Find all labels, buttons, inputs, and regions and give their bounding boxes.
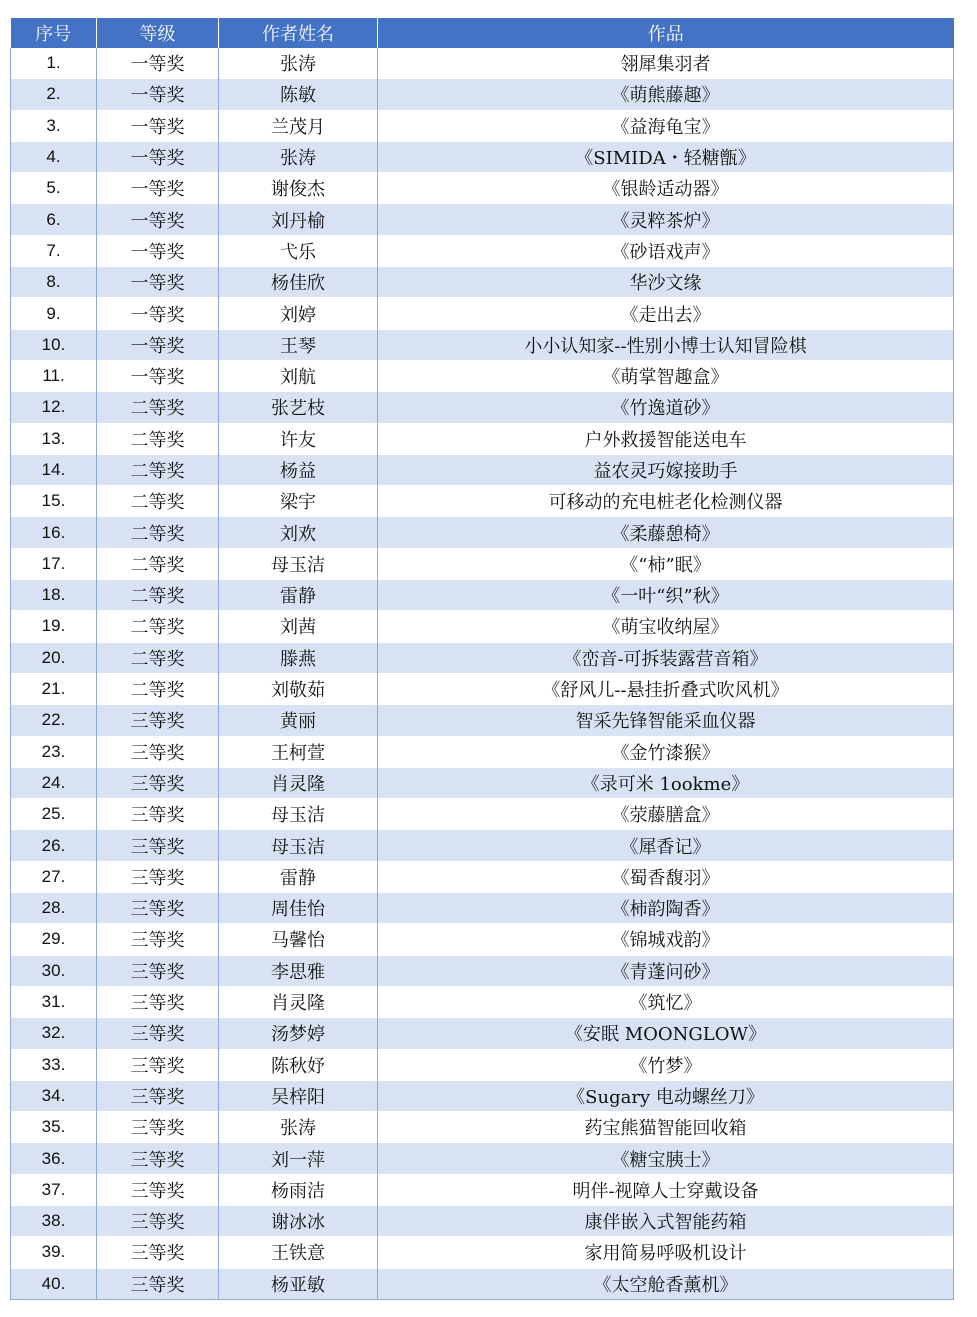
table-row [11,799,954,830]
author-name-cell: 刘航 [219,360,378,391]
work-title-cell: 《安眠 MOONGLOW》 [378,1018,954,1049]
serial-number-cell: 25. [11,799,97,830]
table-row [11,1205,954,1236]
table-row [11,360,954,391]
table-row [11,1112,954,1143]
serial-number-cell: 33. [11,1049,97,1080]
award-level-cell: 二等奖 [97,548,219,579]
award-level-cell: 一等奖 [97,267,219,298]
table-row [11,267,954,298]
table-row [11,79,954,110]
table-body [11,48,954,1299]
author-name-cell: 杨雨洁 [219,1174,378,1205]
author-name-cell: 刘婷 [219,298,378,329]
work-title-cell: 《萌掌智趣盒》 [378,360,954,391]
award-level-cell: 一等奖 [97,329,219,360]
award-level-cell: 三等奖 [97,1237,219,1268]
table-row [11,110,954,141]
table-row [11,1268,954,1299]
serial-number-cell: 31. [11,986,97,1017]
table-row [11,955,954,986]
serial-number-cell: 36. [11,1143,97,1174]
work-title-cell: 《蜀香馥羽》 [378,861,954,892]
author-name-cell: 李思雅 [219,955,378,986]
award-level-cell: 二等奖 [97,486,219,517]
table-row [11,1237,954,1268]
serial-number-cell: 13. [11,423,97,454]
serial-number-cell: 12. [11,392,97,423]
serial-number-cell: 8. [11,267,97,298]
award-level-cell: 一等奖 [97,204,219,235]
author-name-cell: 王铁意 [219,1237,378,1268]
work-title-cell: 《萌熊藤趣》 [378,79,954,110]
work-title-cell: 《SIMIDA・轻糖甑》 [378,141,954,172]
serial-number-cell: 2. [11,79,97,110]
author-name-cell: 刘茜 [219,611,378,642]
serial-number-cell: 37. [11,1174,97,1205]
award-level-cell: 二等奖 [97,392,219,423]
table-row [11,204,954,235]
serial-number-cell: 19. [11,611,97,642]
author-name-cell: 谢冰冰 [219,1205,378,1236]
table-row [11,48,954,79]
table-row [11,861,954,892]
serial-number-cell: 24. [11,767,97,798]
table-row [11,329,954,360]
serial-number-cell: 34. [11,1080,97,1111]
award-level-cell: 二等奖 [97,673,219,704]
author-name-cell: 许友 [219,423,378,454]
award-level-cell: 一等奖 [97,298,219,329]
author-name-cell: 张涛 [219,1112,378,1143]
award-level-cell: 三等奖 [97,1112,219,1143]
award-level-cell: 三等奖 [97,736,219,767]
award-level-cell: 一等奖 [97,235,219,266]
work-title-cell: 《筑忆》 [378,986,954,1017]
work-title-cell: 翎犀集羽者 [378,48,954,79]
author-name-cell: 母玉洁 [219,548,378,579]
table-row [11,454,954,485]
award-level-cell: 三等奖 [97,1018,219,1049]
author-name-cell: 弋乐 [219,235,378,266]
table-row [11,517,954,548]
author-name-cell: 杨益 [219,454,378,485]
work-title-cell: 《糖宝胰士》 [378,1143,954,1174]
table-row [11,924,954,955]
table-row [11,767,954,798]
work-title-cell: 《金竹漆猴》 [378,736,954,767]
author-name-cell: 王柯萱 [219,736,378,767]
award-level-cell: 二等奖 [97,454,219,485]
work-title-cell: 《太空舱香薰机》 [378,1268,954,1299]
table-header-row [11,18,954,48]
author-name-cell: 滕燕 [219,642,378,673]
header-award-level: 等级 [97,18,219,48]
serial-number-cell: 38. [11,1205,97,1236]
award-level-cell: 三等奖 [97,1049,219,1080]
work-title-cell: 《柔藤憩椅》 [378,517,954,548]
author-name-cell: 母玉洁 [219,830,378,861]
table-row [11,705,954,736]
award-level-cell: 二等奖 [97,517,219,548]
work-title-cell: 家用简易呼吸机设计 [378,1237,954,1268]
serial-number-cell: 39. [11,1237,97,1268]
award-level-cell: 二等奖 [97,611,219,642]
award-level-cell: 三等奖 [97,986,219,1017]
table-row [11,1049,954,1080]
work-title-cell: 《犀香记》 [378,830,954,861]
serial-number-cell: 26. [11,830,97,861]
serial-number-cell: 32. [11,1018,97,1049]
award-level-cell: 三等奖 [97,924,219,955]
table-row [11,235,954,266]
work-title-cell: 智采先锋智能采血仪器 [378,705,954,736]
serial-number-cell: 16. [11,517,97,548]
table-row [11,173,954,204]
table-row [11,1174,954,1205]
award-level-cell: 三等奖 [97,893,219,924]
table-row [11,893,954,924]
serial-number-cell: 1. [11,48,97,79]
author-name-cell: 雷静 [219,580,378,611]
author-name-cell: 王琴 [219,329,378,360]
award-level-cell: 三等奖 [97,830,219,861]
award-level-cell: 三等奖 [97,767,219,798]
work-title-cell: 《锦城戏韵》 [378,924,954,955]
work-title-cell: 《Sugary 电动螺丝刀》 [378,1080,954,1111]
author-name-cell: 兰茂月 [219,110,378,141]
author-name-cell: 肖灵隆 [219,986,378,1017]
table-row [11,1143,954,1174]
serial-number-cell: 14. [11,454,97,485]
serial-number-cell: 23. [11,736,97,767]
table-row [11,141,954,172]
table-row [11,830,954,861]
author-name-cell: 刘丹榆 [219,204,378,235]
award-level-cell: 三等奖 [97,705,219,736]
header-serial-number: 序号 [11,18,97,48]
author-name-cell: 黄丽 [219,705,378,736]
table-row [11,486,954,517]
award-level-cell: 一等奖 [97,79,219,110]
author-name-cell: 马馨怡 [219,924,378,955]
table-row [11,392,954,423]
author-name-cell: 张涛 [219,141,378,172]
serial-number-cell: 9. [11,298,97,329]
work-title-cell: 药宝熊猫智能回收箱 [378,1112,954,1143]
award-level-cell: 一等奖 [97,141,219,172]
award-level-cell: 三等奖 [97,1268,219,1299]
serial-number-cell: 35. [11,1112,97,1143]
author-name-cell: 杨佳欣 [219,267,378,298]
award-level-cell: 二等奖 [97,642,219,673]
award-level-cell: 一等奖 [97,360,219,391]
work-title-cell: 康伴嵌入式智能药箱 [378,1205,954,1236]
table-row [11,1018,954,1049]
award-level-cell: 三等奖 [97,955,219,986]
table-row [11,986,954,1017]
serial-number-cell: 28. [11,893,97,924]
serial-number-cell: 10. [11,329,97,360]
award-level-cell: 二等奖 [97,423,219,454]
table-row [11,673,954,704]
author-name-cell: 母玉洁 [219,799,378,830]
work-title-cell: 《青蓬问砂》 [378,955,954,986]
serial-number-cell: 22. [11,705,97,736]
work-title-cell: 《砂语戏声》 [378,235,954,266]
work-title-cell: 《荥藤膳盒》 [378,799,954,830]
award-level-cell: 一等奖 [97,48,219,79]
header-work-title: 作品 [378,18,954,48]
award-level-cell: 一等奖 [97,173,219,204]
work-title-cell: 《柿韵陶香》 [378,893,954,924]
serial-number-cell: 3. [11,110,97,141]
serial-number-cell: 18. [11,580,97,611]
work-title-cell: 《一叶“织”秋》 [378,580,954,611]
author-name-cell: 刘欢 [219,517,378,548]
work-title-cell: 《竹逸道砂》 [378,392,954,423]
author-name-cell: 周佳怡 [219,893,378,924]
work-title-cell: 《灵粹茶炉》 [378,204,954,235]
author-name-cell: 谢俊杰 [219,173,378,204]
author-name-cell: 吴梓阳 [219,1080,378,1111]
award-level-cell: 三等奖 [97,861,219,892]
serial-number-cell: 27. [11,861,97,892]
serial-number-cell: 5. [11,173,97,204]
table-row [11,1080,954,1111]
award-winners-table [10,18,954,1300]
award-level-cell: 三等奖 [97,1143,219,1174]
serial-number-cell: 17. [11,548,97,579]
author-name-cell: 刘一萍 [219,1143,378,1174]
work-title-cell: 户外救援智能送电车 [378,423,954,454]
serial-number-cell: 7. [11,235,97,266]
award-level-cell: 三等奖 [97,1205,219,1236]
serial-number-cell: 6. [11,204,97,235]
serial-number-cell: 20. [11,642,97,673]
author-name-cell: 杨亚敏 [219,1268,378,1299]
table-row [11,548,954,579]
author-name-cell: 刘敬茹 [219,673,378,704]
serial-number-cell: 30. [11,955,97,986]
table-row [11,423,954,454]
work-title-cell: 《舒风儿--悬挂折叠式吹风机》 [378,673,954,704]
award-level-cell: 一等奖 [97,110,219,141]
award-level-cell: 三等奖 [97,799,219,830]
author-name-cell: 陈秋妤 [219,1049,378,1080]
author-name-cell: 陈敏 [219,79,378,110]
work-title-cell: 《走出去》 [378,298,954,329]
table-row [11,580,954,611]
work-title-cell: 《录可米 1ookme》 [378,767,954,798]
work-title-cell: 《竹梦》 [378,1049,954,1080]
work-title-cell: 可移动的充电桩老化检测仪器 [378,486,954,517]
work-title-cell: 《银龄适动器》 [378,173,954,204]
award-level-cell: 二等奖 [97,580,219,611]
table-row [11,298,954,329]
table-row [11,611,954,642]
serial-number-cell: 21. [11,673,97,704]
header-author-name: 作者姓名 [219,18,378,48]
work-title-cell: 华沙文缘 [378,267,954,298]
table-row [11,642,954,673]
author-name-cell: 梁宇 [219,486,378,517]
work-title-cell: 益农灵巧嫁接助手 [378,454,954,485]
award-level-cell: 三等奖 [97,1174,219,1205]
work-title-cell: 《“柿”眠》 [378,548,954,579]
serial-number-cell: 11. [11,360,97,391]
serial-number-cell: 15. [11,486,97,517]
author-name-cell: 雷静 [219,861,378,892]
serial-number-cell: 40. [11,1268,97,1299]
author-name-cell: 肖灵隆 [219,767,378,798]
work-title-cell: 《萌宝收纳屋》 [378,611,954,642]
author-name-cell: 张艺枝 [219,392,378,423]
work-title-cell: 小小认知家--性别小博士认知冒险棋 [378,329,954,360]
serial-number-cell: 4. [11,141,97,172]
work-title-cell: 《益海龟宝》 [378,110,954,141]
award-level-cell: 三等奖 [97,1080,219,1111]
work-title-cell: 《峦音-可拆装露营音箱》 [378,642,954,673]
author-name-cell: 汤梦婷 [219,1018,378,1049]
work-title-cell: 明伴-视障人士穿戴设备 [378,1174,954,1205]
author-name-cell: 张涛 [219,48,378,79]
serial-number-cell: 29. [11,924,97,955]
table-row [11,736,954,767]
